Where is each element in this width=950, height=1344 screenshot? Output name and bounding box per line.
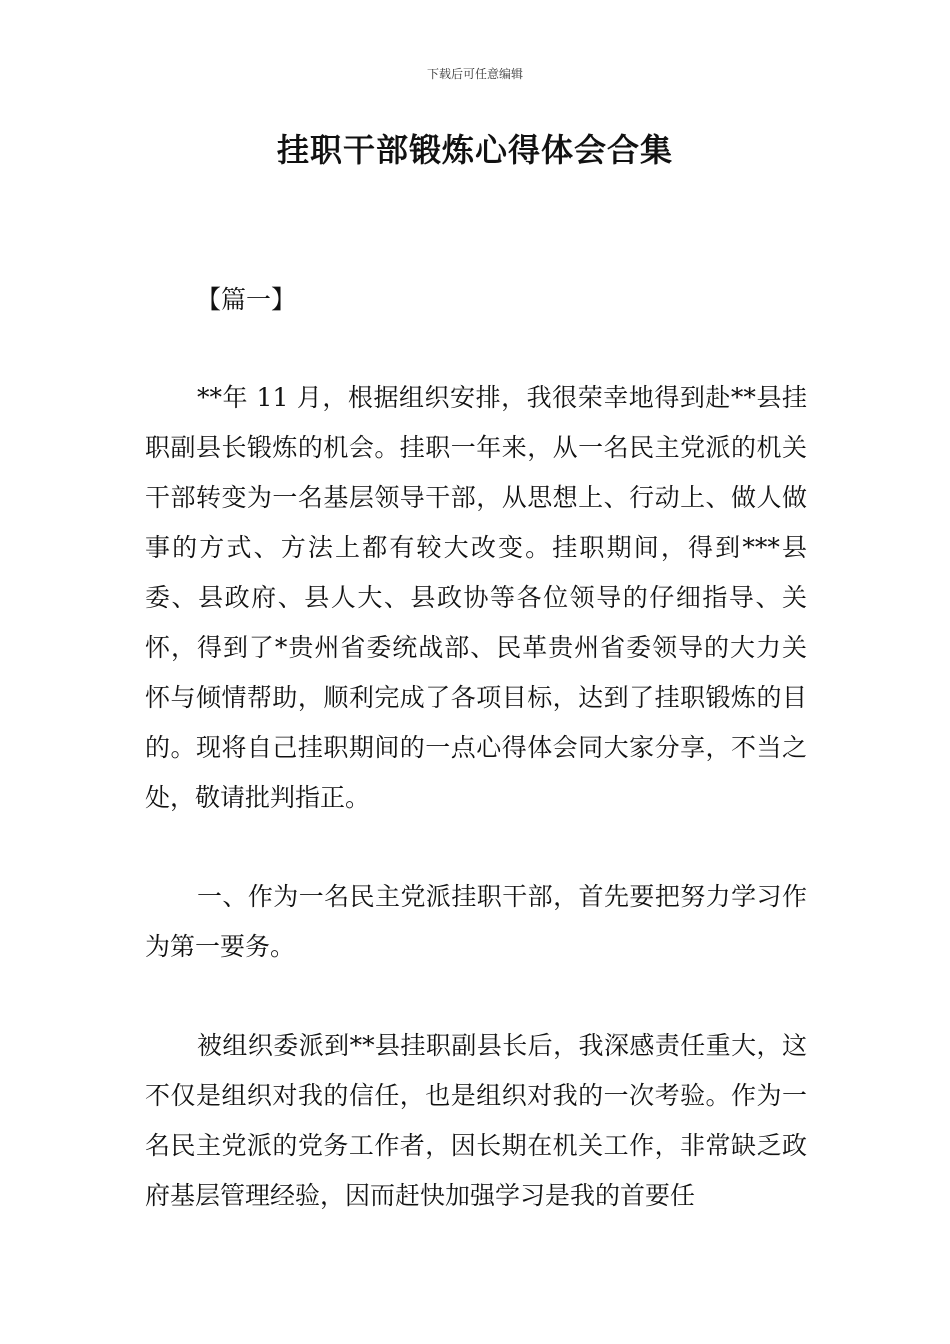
page-title: 挂职干部锻炼心得体会合集	[276, 131, 673, 169]
section-label: 【篇一】	[196, 285, 297, 314]
body-paragraph-3: 被组织委派到**县挂职副县长后，我深感责任重大，这不仅是组织对我的信任，也是组织对我的一次考验。作为一名民主党派的党务工作者，因长期在机关工作，非常缺乏政府基层管理经验，因而赶快加强学习是我的首要任	[145, 1031, 807, 1210]
header-note: 下载后可任意编辑	[426, 67, 523, 81]
body-paragraph-2: 一、作为一名民主党派挂职干部，首先要把努力学习作为第一要务。	[145, 882, 807, 961]
body-paragraph-1: **年 11 月，根据组织安排，我很荣幸地得到赴**县挂职副县长锻炼的机会。挂职一年来，从一名民主党派的机关干部转变为一名基层领导干部，从思想上、行动上、做人做事的方式、方法上都有较大改变。挂职期间，得到***县委、县政府、县人大、县政协等各位领导的仔细指导、关怀，得到了*贵州省委统战部、民革贵州省委领导的大力关怀与倾情帮助，顺利完成了各项目标，达到了挂职锻炼的目的。现将自己挂职期间的一点心得体会同大家分享，不当之处，敬请批判指正。	[145, 383, 807, 812]
